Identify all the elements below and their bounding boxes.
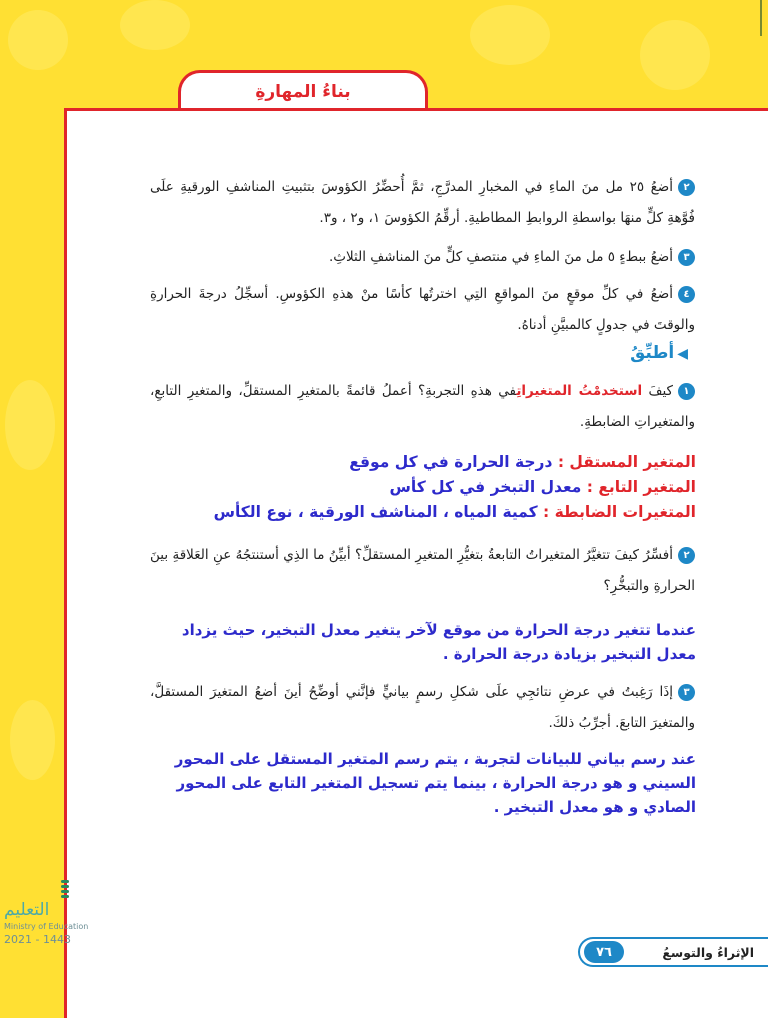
page-edge-marker — [760, 0, 762, 36]
question-text: أفسِّرُ كيفَ تتغيَّرُ المتغيراتُ التابعةُ بتغيُّرِ المتغيرِ المستقلِّ؟ أبيِّنُ ما الذِي أستنتجُهُ عنِ العَلاقةِ بينَ الحرارةِ والتبخُّرِ؟ — [150, 547, 695, 594]
answer-value: معدل التبخر في كل كأس — [389, 478, 582, 496]
footer-section-title: الإثراءُ والتوسعُ — [662, 944, 754, 960]
question-number: ٣ — [678, 684, 695, 701]
step-item — [150, 172, 695, 234]
answer-text: عند رسم بياني للبيانات لتجربة ، يتم رسم المتغير المستقل على المحور السيني و هو درجة الحرارة ، بينما يتم تسجيل المتغير التابع على المحور الصادي و هو معدل التبخير . — [174, 750, 696, 816]
answer-line — [214, 500, 696, 525]
question-text-start: كيفَ — [642, 383, 673, 399]
step-number: ٤ — [678, 286, 695, 303]
answer-label: المتغيرات الضابطة : — [543, 503, 696, 521]
answer-text: عندما تتغير درجة الحرارة من موقع لآخر يتغير معدل التبخير، حيث يزداد معدل التبخير بزيادة درجة الحرارة . — [181, 621, 696, 663]
question-item — [150, 677, 695, 739]
step-item — [150, 279, 695, 341]
background-bubble — [120, 0, 190, 50]
question-text-end: في هذهِ التجربةِ؟ أعملُ قائمةً بالمتغيرِ المستقلِّ، والمتغيرِ التابعِ، والمتغيراتِ الضابطةِ. — [150, 383, 695, 430]
question-item — [150, 540, 695, 602]
ministry-year: 2021 - 1443 — [4, 933, 71, 946]
question-number: ١ — [678, 383, 695, 400]
ministry-arabic: التعليم — [4, 900, 50, 920]
triangle-left-icon: ◀ — [677, 346, 688, 362]
background-bubble — [8, 10, 68, 70]
apply-title: أطبِّقُ — [630, 343, 675, 363]
answer-line — [214, 475, 696, 500]
answer-label: المتغير المستقل : — [557, 453, 696, 471]
step-text: أضعُ ٢٥ مل منَ الماءِ في المخبارِ المدرَّجِ، ثمَّ أُحضِّرُ الكؤوسَ بتثبيتِ المناشفِ الورقيةِ علَى فُوَّهةِ كلٍّ منهَا بواسطةِ الروابطِ المطاطيةِ. أرقِّمُ الكؤوسَ ١، و٢ ، و٣. — [150, 179, 695, 226]
section-title: بناءُ المهارةِ — [255, 81, 351, 102]
background-bubble — [5, 380, 55, 470]
answer-label: المتغير التابع : — [586, 478, 696, 496]
question-keyword: استخدمْتُ المتغيراتِ — [516, 383, 643, 399]
background-bubble — [10, 700, 55, 780]
answer-graph — [148, 747, 696, 819]
ministry-watermark — [4, 900, 114, 946]
answer-relationship — [148, 618, 696, 666]
question-item — [150, 376, 695, 438]
answer-value: كمية المياه ، المناشف الورقية ، نوع الكأس — [213, 503, 538, 521]
question-text: إذَا رَغِبتُ في عرضِ نتائجِي علَى شكلِ رسمٍ بيانيٍّ فإنَّني أوضِّحُ أينَ أضعُ المتغيرَ المستقلَّ، والمتغيرَ التابعَ. أجرِّبُ ذلكَ. — [150, 684, 695, 731]
step-item — [150, 242, 695, 273]
section-header-tab — [178, 70, 428, 110]
answer-value: درجة الحرارة في كل موقع — [349, 453, 553, 471]
step-text: أضعُ في كلِّ موقعٍ منَ المواقعِ التِي اخترتُها كأسًا منْ هذهِ الكؤوسِ. أسجِّلُ درجةَ الحرارةِ والوقتَ في جدولٍ كالمبيَّنِ أدناهُ. — [150, 286, 695, 333]
ministry-english: Ministry of Education — [4, 922, 89, 931]
step-number: ٢ — [678, 179, 695, 196]
page-number: ٧٦ — [584, 941, 624, 963]
answer-variables — [214, 450, 696, 525]
ministry-logo-icon — [58, 878, 72, 900]
background-bubble — [470, 5, 550, 65]
apply-heading — [630, 343, 688, 363]
question-number: ٢ — [678, 547, 695, 564]
footer-bar — [578, 937, 768, 967]
answer-line — [214, 450, 696, 475]
step-text: أضعُ ببطءٍ ٥ مل منَ الماءِ في منتصفِ كلٍّ منَ المناشفِ الثلاثِ. — [328, 249, 673, 265]
background-bubble — [640, 20, 710, 90]
step-number: ٣ — [678, 249, 695, 266]
